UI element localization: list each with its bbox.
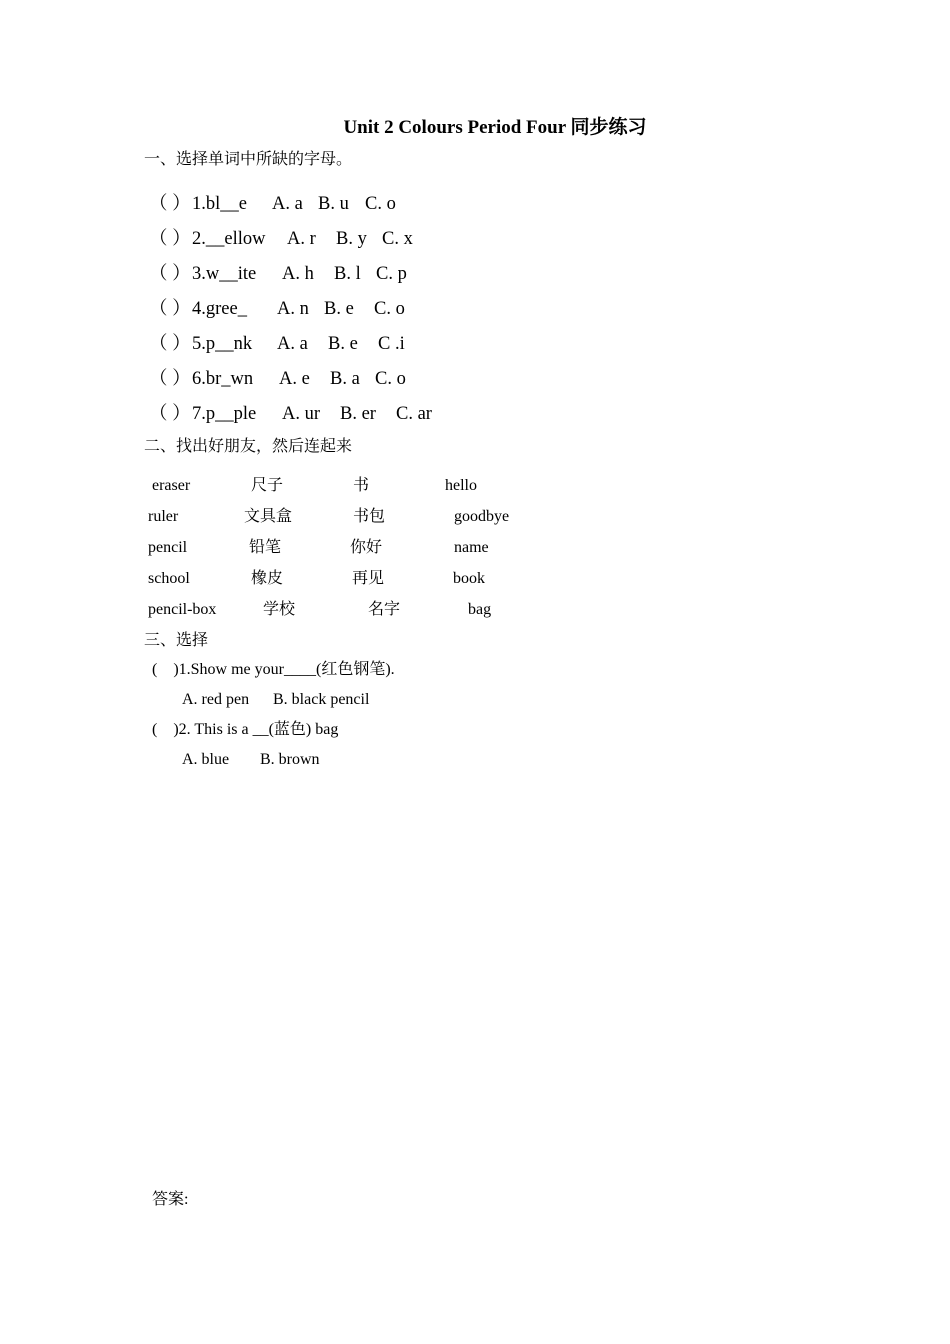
option-c: C. o [375,369,406,389]
option-c: C. p [376,264,407,284]
answer-label: 答案: [152,1191,189,1208]
chinese-word: 你好 [350,539,383,556]
option-a: A. e [279,369,310,389]
choice-option-a: A. blue [182,751,230,768]
option-b: B. y [336,229,367,249]
question-word: 3.w__ite [192,264,257,284]
option-c: C. ar [396,404,432,424]
chinese-word: 书 [353,477,370,494]
english-word: goodbye [454,508,510,525]
option-b: B. er [340,404,376,424]
option-c: C .i [378,334,405,354]
option-a: A. h [282,264,314,284]
english-word: pencil [148,539,188,556]
option-c: C. x [382,229,413,249]
option-a: A. n [277,299,309,319]
option-a: A. a [277,334,308,354]
english-word: school [148,570,190,587]
choice-question: ( )2. This is a __(蓝色) bag [152,721,339,738]
choice-question: ( )1.Show me your____(红色钢笔). [152,661,395,678]
chinese-word: 文具盒 [244,508,293,525]
answer-paren: （ ） [149,299,191,319]
chinese-word: 尺子 [251,477,284,494]
english-word: pencil-box [148,601,217,618]
question-word: 1.bl__e [192,194,247,214]
option-c: C. o [374,299,405,319]
option-b: B. l [334,264,361,284]
chinese-word: 铅笔 [249,539,282,556]
chinese-word: 书包 [353,508,386,525]
option-a: A. a [272,194,303,214]
question-word: 7.p__ple [192,404,257,424]
section-1-heading: 一、选择单词中所缺的字母。 [144,151,353,168]
answer-paren: （ ） [149,194,191,214]
answer-paren: （ ） [149,369,191,389]
choice-option-a: A. red pen [182,691,250,708]
chinese-word: 再见 [352,570,385,587]
question-word: 4.gree_ [192,299,247,319]
answer-paren: （ ） [149,229,191,249]
english-word: book [453,570,485,587]
section-2-heading: 二、找出好朋友，然后连起来 [144,438,353,455]
chinese-word: 学校 [263,601,296,618]
option-b: B. u [318,194,349,214]
english-word: ruler [148,508,179,525]
answer-paren: （ ） [149,334,191,354]
chinese-word: 橡皮 [251,570,284,587]
answer-paren: （ ） [149,264,191,284]
page-title: Unit 2 Colours Period Four 同步练习 [343,117,647,138]
question-word: 2.__ellow [192,229,266,249]
option-b: B. e [328,334,358,354]
option-b: B. e [324,299,354,319]
chinese-word: 名字 [368,601,401,618]
option-c: C. o [365,194,396,214]
option-b: B. a [330,369,360,389]
english-word: bag [468,601,492,618]
question-word: 6.br_wn [192,369,254,389]
english-word: eraser [152,477,191,494]
answer-paren: （ ） [149,404,191,424]
english-word: name [454,539,489,556]
section-3-heading: 三、选择 [144,632,209,649]
option-a: A. ur [282,404,321,424]
question-word: 5.p__nk [192,334,253,354]
choice-option-b: B. black pencil [273,691,370,708]
choice-option-b: B. brown [260,751,320,768]
english-word: hello [445,477,477,494]
option-a: A. r [287,229,316,249]
